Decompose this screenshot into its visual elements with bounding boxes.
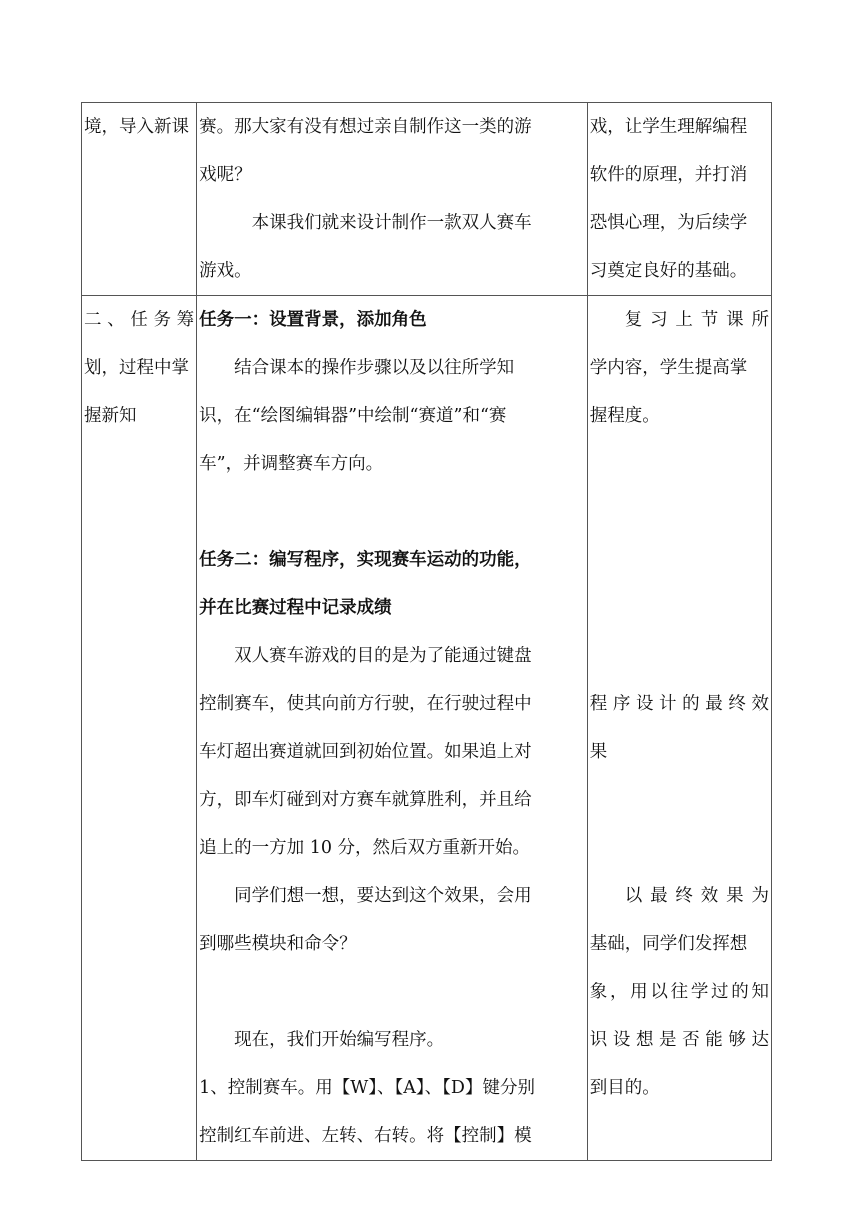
intent-line: 习奠定良好的基础。	[589, 261, 748, 281]
intent-line: 握程度。	[589, 406, 660, 426]
spacer	[590, 824, 769, 872]
intent-line: 到目的。	[589, 1078, 660, 1098]
spacer	[590, 632, 769, 680]
task2-text: 双人赛车游戏的目的是为了能通过键盘	[234, 646, 532, 666]
content-line: 游戏。	[199, 261, 252, 281]
spacer	[590, 488, 769, 536]
content-cell	[197, 296, 588, 1161]
stage-text: 握新知	[84, 406, 137, 426]
content-line: 戏呢？	[199, 165, 252, 185]
stage-text: 境，导入新课	[84, 117, 189, 137]
lesson-plan-table	[81, 102, 772, 1161]
content-cell	[197, 103, 588, 296]
task2-text: 方，即车灯碰到对方赛车就算胜利，并且给	[199, 790, 532, 810]
step1-text: 1、控制赛车。用【W】、【A】、【D】键分别	[199, 1078, 535, 1098]
task2-title: 任务二：编写程序，实现赛车运动的功能，	[199, 550, 532, 570]
task2-text: 车灯超出赛道就回到初始位置。如果追上对	[199, 742, 532, 762]
spacer	[590, 536, 769, 584]
step1-text: 控制红车前进、左转、右转。将【控制】模	[199, 1126, 532, 1146]
intent-line: 以最终效果为	[624, 886, 769, 906]
stage-text: 二、任务筹	[84, 310, 195, 330]
task1-text: 车”，并调整赛车方向。	[199, 454, 384, 474]
intent-line: 程序设计的最终效	[589, 694, 769, 714]
stage-cell	[82, 296, 197, 1161]
stage-cell	[82, 103, 197, 296]
spacer	[590, 440, 769, 488]
content-line: 本课我们就来设计制作一款双人赛车	[251, 213, 532, 233]
task2-title: 并在比赛过程中记录成绩	[199, 598, 392, 618]
task2-text: 控制赛车，使其向前方行驶，在行驶过程中	[199, 694, 532, 714]
question-text: 同学们想一想，要达到这个效果，会用	[234, 886, 532, 906]
task2-text: 追上的一方加 10 分，然后双方重新开始。	[199, 838, 531, 858]
intent-line: 戏，让学生理解编程	[589, 117, 748, 137]
content-line: 赛。那大家有没有想过亲自制作这一类的游	[199, 117, 532, 137]
intent-line: 基础，同学们发挥想	[589, 934, 748, 954]
intent-line: 识设想是否能够达	[589, 1030, 769, 1050]
spacer	[199, 968, 585, 1016]
intent-line: 象，用以往学过的知	[589, 982, 769, 1002]
task1-title: 任务一：设置背景，添加角色	[199, 310, 427, 330]
start-text: 现在，我们开始编写程序。	[234, 1030, 445, 1050]
spacer	[590, 584, 769, 632]
intent-line: 学内容，学生提高掌	[589, 358, 748, 378]
intent-line: 恐惧心理，为后续学	[589, 213, 748, 233]
question-text: 到哪些模块和命令？	[199, 934, 357, 954]
spacer	[590, 776, 769, 824]
task1-text: 结合课本的操作步骤以及以往所学知	[234, 358, 515, 378]
intent-line: 复习上节课所	[624, 310, 769, 330]
table-row	[82, 296, 772, 1161]
spacer	[199, 488, 585, 536]
table-row	[82, 103, 772, 296]
intent-cell	[587, 296, 771, 1161]
intent-line: 软件的原理，并打消	[589, 165, 748, 185]
task1-text: 识，在“绘图编辑器”中绘制“赛道”和“赛	[199, 406, 507, 426]
stage-text: 划，过程中掌	[84, 358, 189, 378]
intent-line: 果	[589, 742, 608, 762]
intent-cell	[587, 103, 771, 296]
